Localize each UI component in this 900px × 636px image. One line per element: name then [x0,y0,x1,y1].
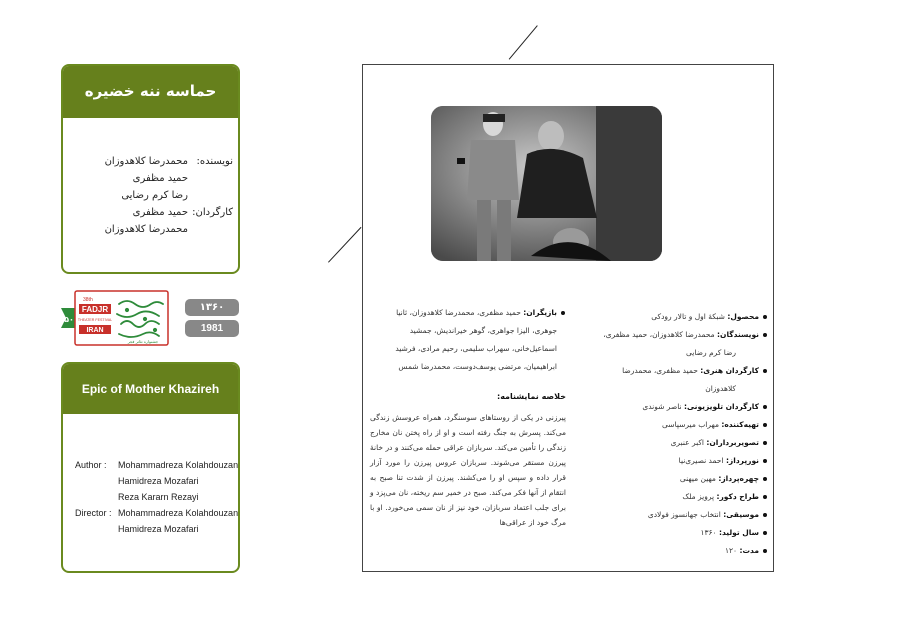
credit-value: رضا کرم رضایی [685,348,736,357]
director-name: Mohammadreza Kolahdouzan [118,508,239,518]
production-photo [431,106,662,261]
credit-line [578,506,768,524]
director-label: Director : [75,508,112,518]
credit-line [578,380,768,398]
page-number: ۵۰ [64,315,74,324]
credit-label: تهیه‌کننده: [721,420,759,429]
credit-label: سال تولید: [718,528,759,537]
author-label: Author : [75,460,107,470]
credit-value: حمید مظفری، محمدرضا [622,366,698,375]
logo-iran: IRAN [86,327,104,334]
credit-label: مدت: [739,546,759,555]
year-gregorian: 1981 [185,320,239,337]
credit-line [578,308,768,326]
persian-title: حماسه ننه خضیره [63,66,238,118]
cast-label: بازیگران: [523,308,557,317]
summary-title: خلاصه نمایشنامه: [497,392,566,401]
logo-edition: 38th [83,297,93,303]
writer-name: حمید مظفری [132,173,188,184]
credit-label: موسیقی: [723,510,759,519]
credit-value: مهراب میرسپاسی [662,420,719,429]
director-name: محمدرضا کلاهدوزان [104,224,188,235]
credit-label: کارگردان هنری: [700,366,759,375]
credit-line [578,398,768,416]
year-persian: ۱۳۶۰ [185,299,239,316]
director-name: حمید مظفری [132,207,188,218]
persian-info-card [61,64,240,274]
english-info-card [61,362,240,573]
english-title: Epic of Mother Khazireh [63,364,238,414]
credit-value: کلاهدوزان [705,384,736,393]
credit-line [578,416,768,434]
credit-value: اکبر عنبری [670,438,705,447]
director-label: کارگردان: [192,207,233,218]
credit-label: نویسندگان: [717,330,759,339]
credit-value: انتخاب جهانسوز فولادی [647,510,721,519]
decorative-line [509,25,538,59]
decorative-line [328,227,361,263]
writer-label: نویسنده: [196,156,233,167]
credit-line [578,434,768,452]
logo-theater-festival: THEATER FESTIVAL [77,318,113,322]
credit-line [578,488,768,506]
cast-entry [370,304,566,376]
credit-value: پرویز ملک [682,492,715,501]
author-name: Reza Kararn Rezayi [118,492,199,502]
credit-label: چهره‌پرداز: [718,474,759,483]
credit-value: احمد نصیری‌نیا [678,456,724,465]
logo-fadjr: FADJR [81,305,109,314]
credit-value: شبکهٔ اول و تالار رودکی [651,312,725,321]
credit-label: محصول: [727,312,759,321]
credit-line [578,452,768,470]
writer-name: محمدرضا کلاهدوزان [104,156,188,167]
credit-value: مهین میهنی [679,474,716,483]
credit-label: کارگردان تلویزیونی: [684,402,759,411]
credits-column [578,308,768,560]
cast-text: حمید مظفری، محمدرضا کلاهدوزان، ثانیا جوهری، الیزا جواهری، گوهر خیراندیش، جمشید اسماعیل‌خانی، سهراب سلیمی، رحیم مرادی، فرشید ابراهیمیان، مرتضی یوسف‌دوست، محمدرضا شمس [395,308,557,371]
credit-value: ۱۲۰ [725,546,738,555]
author-name: Mohammadreza Kolahdouzan [118,460,239,470]
credit-label: طراح دکور: [716,492,759,501]
author-name: Hamidreza Mozafari [118,476,199,486]
writer-name: رضا کرم رضایی [121,190,188,201]
credit-line [578,524,768,542]
director-name: Hamidreza Mozafari [118,524,199,534]
cast-summary-column [370,304,566,530]
credit-line [578,326,768,344]
credit-label: نورپرداز: [725,456,759,465]
fadjr-festival-logo [61,290,170,346]
credit-line [578,542,768,560]
credit-value: محمدرضا کلاهدوزان، حمید مظفری، [603,330,715,339]
credit-value: ۱۳۶۰ [700,528,717,537]
credit-value: ناصر شوندی [642,402,682,411]
credit-line [578,362,768,380]
credit-line [578,344,768,362]
logo-calligraphy: جشنواره تئاتر فجر [127,339,159,344]
summary-text: پیرزنی در یکی از روستاهای سوسنگرد، همراه عروسش زندگی می‌کند. پسرش به جنگ رفته است و او از راه پختن نان مخارج زندگی را تأمین می‌کند. سربازان عراقی حمله می‌کنند و در خانهٔ پیرزن مستقر می‌شوند. سربازان عروس پیرزن را مورد آزار قرار داده و سپس او را می‌کشند. پیرزن از شدت تنا صبح به انتقام از آنها فکر می‌کند. صبح در خمیر سم ریخته، نان می‌پزد و برای جلب اعتماد سربازان، خود نیز از نان سمی می‌خورد. او با مرگ خود از عراقی‌ها [370,413,566,527]
credit-label: تصویربرداران: [706,438,759,447]
credit-line [578,470,768,488]
